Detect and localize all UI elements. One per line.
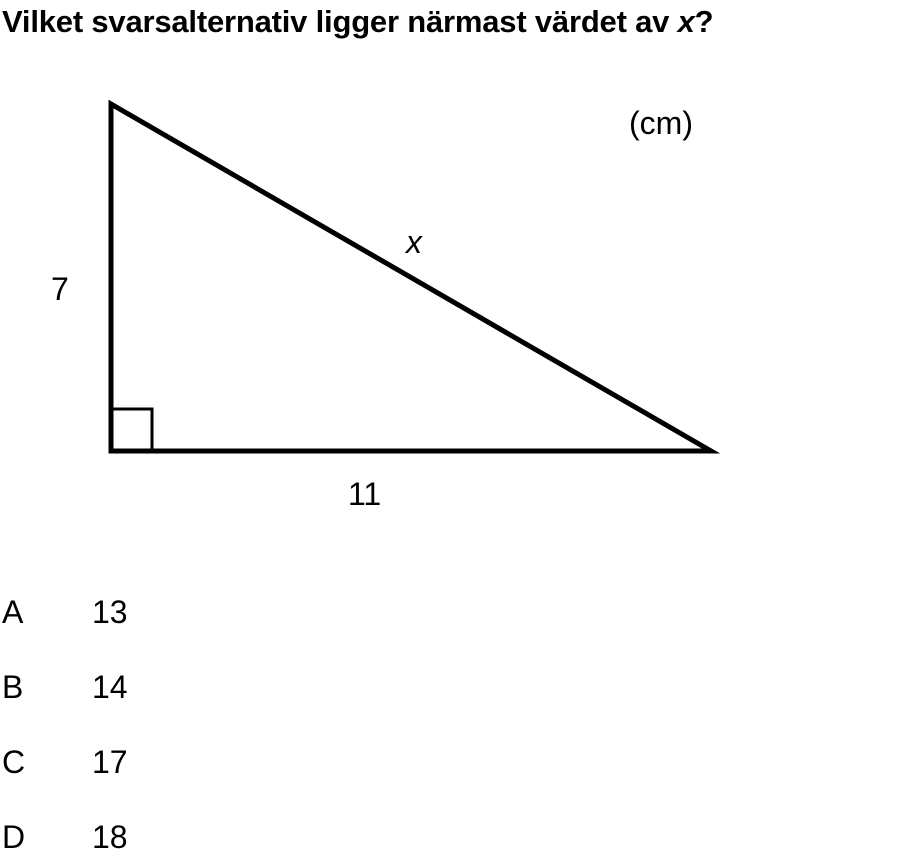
option-a[interactable] [0,590,300,634]
hypotenuse-label: x [406,224,422,260]
option-value: 17 [92,744,128,780]
option-letter: B [2,669,24,705]
option-value: 14 [92,669,128,705]
unit-label: (cm) [629,105,693,141]
option-b[interactable] [0,665,300,709]
option-value: 13 [92,594,128,630]
option-c[interactable] [0,740,300,784]
horizontal-side-label: 11 [348,476,382,512]
option-letter: A [2,594,24,630]
option-d[interactable] [0,815,300,859]
option-letter: C [2,744,26,780]
question-text: Vilket svarsalternativ ligger närmast värdet av [2,4,678,39]
triangle-outline [111,104,711,451]
vertical-side-label: 7 [51,271,69,307]
question-variable: x [677,4,695,39]
option-letter: D [2,819,26,855]
right-angle-marker [111,409,152,451]
option-value: 18 [92,819,128,855]
question-mark: ? [694,4,714,39]
